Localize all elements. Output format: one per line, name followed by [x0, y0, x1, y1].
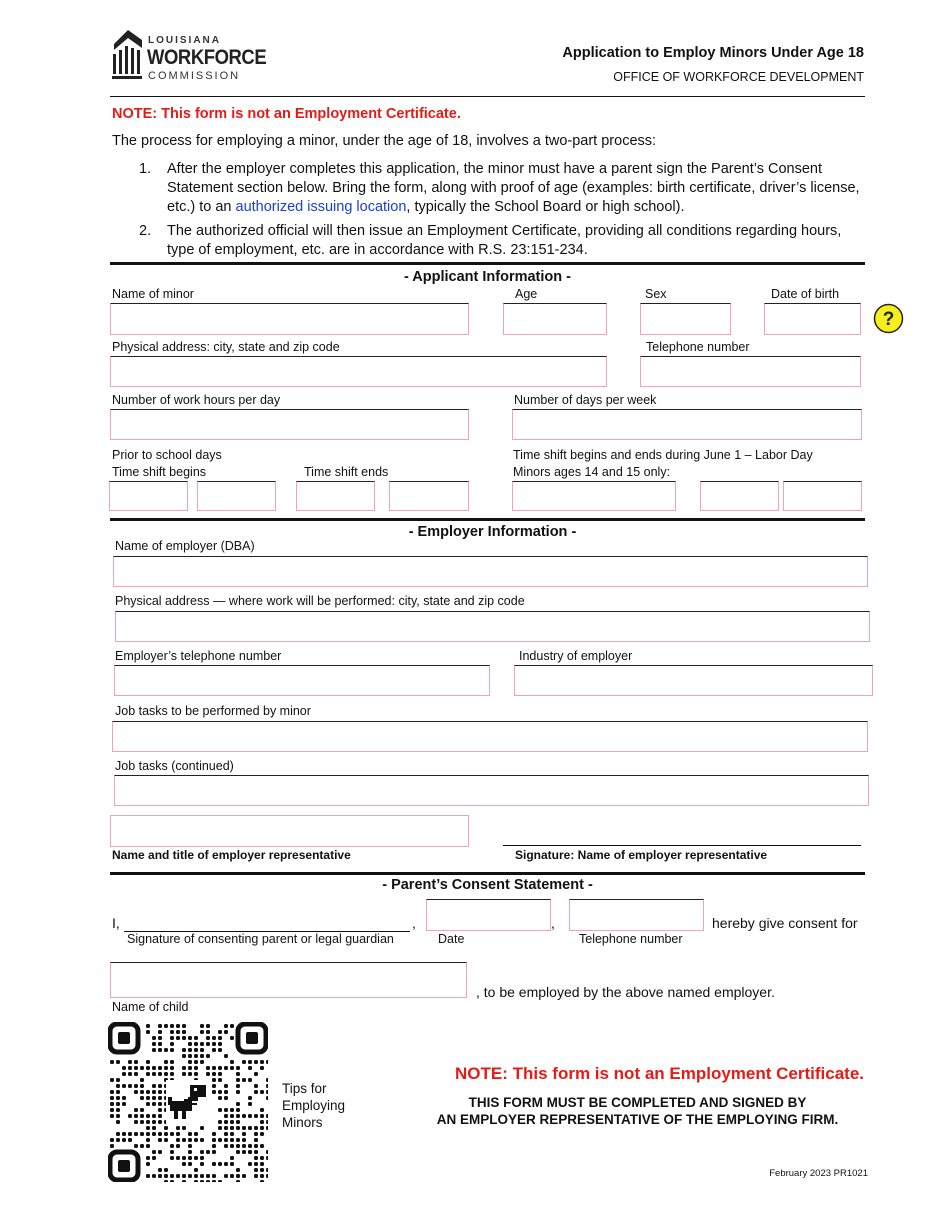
industry-input[interactable] — [514, 665, 873, 696]
summer-shift-input-3[interactable] — [783, 481, 862, 511]
consent-section-heading: - Parent’s Consent Statement - — [382, 877, 593, 893]
name-of-child-label: Name of child — [112, 1000, 189, 1014]
tips-qr-code[interactable] — [108, 1022, 268, 1182]
consent-section-rule — [110, 872, 865, 875]
name-of-child-input[interactable] — [110, 962, 467, 998]
dinosaur-icon — [166, 1080, 210, 1124]
agency-logo — [110, 28, 267, 86]
summer-shift-input-1[interactable] — [512, 481, 676, 511]
top-note: NOTE: This form is not an Employment Certificate. — [112, 106, 461, 122]
form-subtitle: OFFICE OF WORKFORCE DEVELOPMENT — [613, 70, 864, 84]
rep-name-title-input[interactable] — [110, 815, 469, 847]
name-of-minor-label: Name of minor — [112, 287, 194, 301]
job-tasks-label: Job tasks to be performed by minor — [115, 704, 311, 718]
employed-by-text: , to be employed by the above named employer. — [476, 984, 775, 1000]
employer-telephone-input[interactable] — [114, 665, 490, 696]
employer-section-heading: - Employer Information - — [408, 524, 577, 540]
help-icon[interactable] — [873, 303, 904, 334]
hours-per-day-input[interactable] — [110, 409, 469, 440]
consent-i: I, — [112, 915, 120, 931]
step-2-number: 2. — [139, 223, 152, 239]
telephone-label: Telephone number — [646, 340, 750, 354]
employer-name-input[interactable] — [113, 556, 868, 587]
rep-signature-label: Signature: Name of employer representative — [515, 848, 768, 862]
rep-name-title-label: Name and title of employer representative — [112, 848, 351, 862]
bottom-note: NOTE: This form is not an Employment Certificate. — [455, 1064, 864, 1083]
form-title: Application to Employ Minors Under Age 18 — [562, 45, 864, 61]
hours-per-day-label: Number of work hours per day — [112, 393, 281, 407]
employer-telephone-label: Employer’s telephone number — [115, 649, 282, 663]
employer-address-label: Physical address — where work will be performed: city, state and zip code — [115, 594, 525, 608]
step-1-number: 1. — [139, 161, 152, 177]
step-1-text: After the employer completes this application, the minor must have a parent sign the Parent’s Consent Statement section below. Bring the form, along with proof of age (examples: birth certificate, driver’s license, etc.) to an authorized issuing location, typically the School Board or high school). — [167, 161, 860, 215]
job-tasks-input[interactable] — [112, 721, 868, 752]
job-tasks-continued-input[interactable] — [114, 775, 869, 806]
intro-lead: The process for employing a minor, under the age of 18, involves a two-part process: — [112, 133, 657, 149]
logo-building-icon — [110, 28, 146, 86]
age-input[interactable] — [503, 303, 607, 335]
logo-line-1: LOUISIANA — [148, 35, 221, 46]
sex-label: Sex — [645, 287, 667, 301]
logo-line-2: WORKFORCE — [147, 46, 267, 69]
age-label: Age — [515, 287, 538, 301]
consent-date-input[interactable] — [426, 899, 551, 931]
summer-shift-input-2[interactable] — [700, 481, 779, 511]
rep-signature-line[interactable] — [503, 845, 861, 846]
shift-begins-label: Time shift begins — [112, 465, 207, 479]
dob-input[interactable] — [764, 303, 861, 335]
consent-telephone-label: Telephone number — [579, 932, 683, 946]
address-input[interactable] — [110, 356, 607, 387]
consent-date-label: Date — [438, 932, 465, 946]
authorized-issuing-location-link[interactable]: authorized issuing location — [235, 199, 407, 215]
employer-section-rule — [110, 518, 865, 521]
school-shift-begin-input-1[interactable] — [109, 481, 188, 511]
consent-comma-1: , — [412, 915, 416, 931]
industry-label: Industry of employer — [519, 649, 633, 663]
consent-telephone-input[interactable] — [569, 899, 704, 931]
consent-comma-2: , — [551, 915, 555, 931]
must-complete-line-1: THIS FORM MUST BE COMPLETED AND SIGNED BY — [468, 1095, 807, 1110]
applicant-section-heading: - Applicant Information - — [403, 269, 571, 285]
summer-shift-label: Time shift begins and ends during June 1 – Labor Day — [513, 448, 813, 462]
step-2-text: The authorized official will then issue an Employment Certificate, providing all conditions regarding hours, type of employment, etc. are in accordance with R.S. 23:151-234. — [167, 223, 842, 258]
prior-to-school-label: Prior to school days — [112, 448, 222, 462]
form-code: February 2023 PR1021 — [769, 1168, 868, 1179]
days-per-week-label: Number of days per week — [514, 393, 657, 407]
name-of-minor-input[interactable] — [110, 303, 469, 335]
days-per-week-input[interactable] — [512, 409, 862, 440]
shift-ends-label: Time shift ends — [304, 465, 389, 479]
school-shift-end-input-2[interactable] — [389, 481, 469, 511]
employer-name-label: Name of employer (DBA) — [115, 539, 255, 553]
school-shift-begin-input-2[interactable] — [197, 481, 276, 511]
telephone-input[interactable] — [640, 356, 861, 387]
job-tasks-continued-label: Job tasks (continued) — [115, 759, 234, 773]
school-shift-end-input-1[interactable] — [296, 481, 375, 511]
applicant-section-rule — [110, 262, 865, 265]
minors-14-15-label: Minors ages 14 and 15 only: — [513, 465, 671, 479]
parent-signature-label: Signature of consenting parent or legal guardian — [127, 932, 394, 946]
sex-input[interactable] — [640, 303, 731, 335]
tips-text: Tips for Employing Minors — [282, 1081, 346, 1130]
svg-text:?: ? — [882, 309, 895, 330]
logo-line-3: COMMISSION — [148, 70, 241, 82]
header-rule — [110, 96, 865, 97]
employer-address-input[interactable] — [115, 611, 870, 642]
dob-label: Date of birth — [771, 287, 840, 301]
consent-hereby-text: hereby give consent for — [712, 915, 858, 931]
address-label: Physical address: city, state and zip code — [112, 340, 340, 354]
must-complete-line-2: AN EMPLOYER REPRESENTATIVE OF THE EMPLOYING FIRM. — [436, 1112, 839, 1127]
